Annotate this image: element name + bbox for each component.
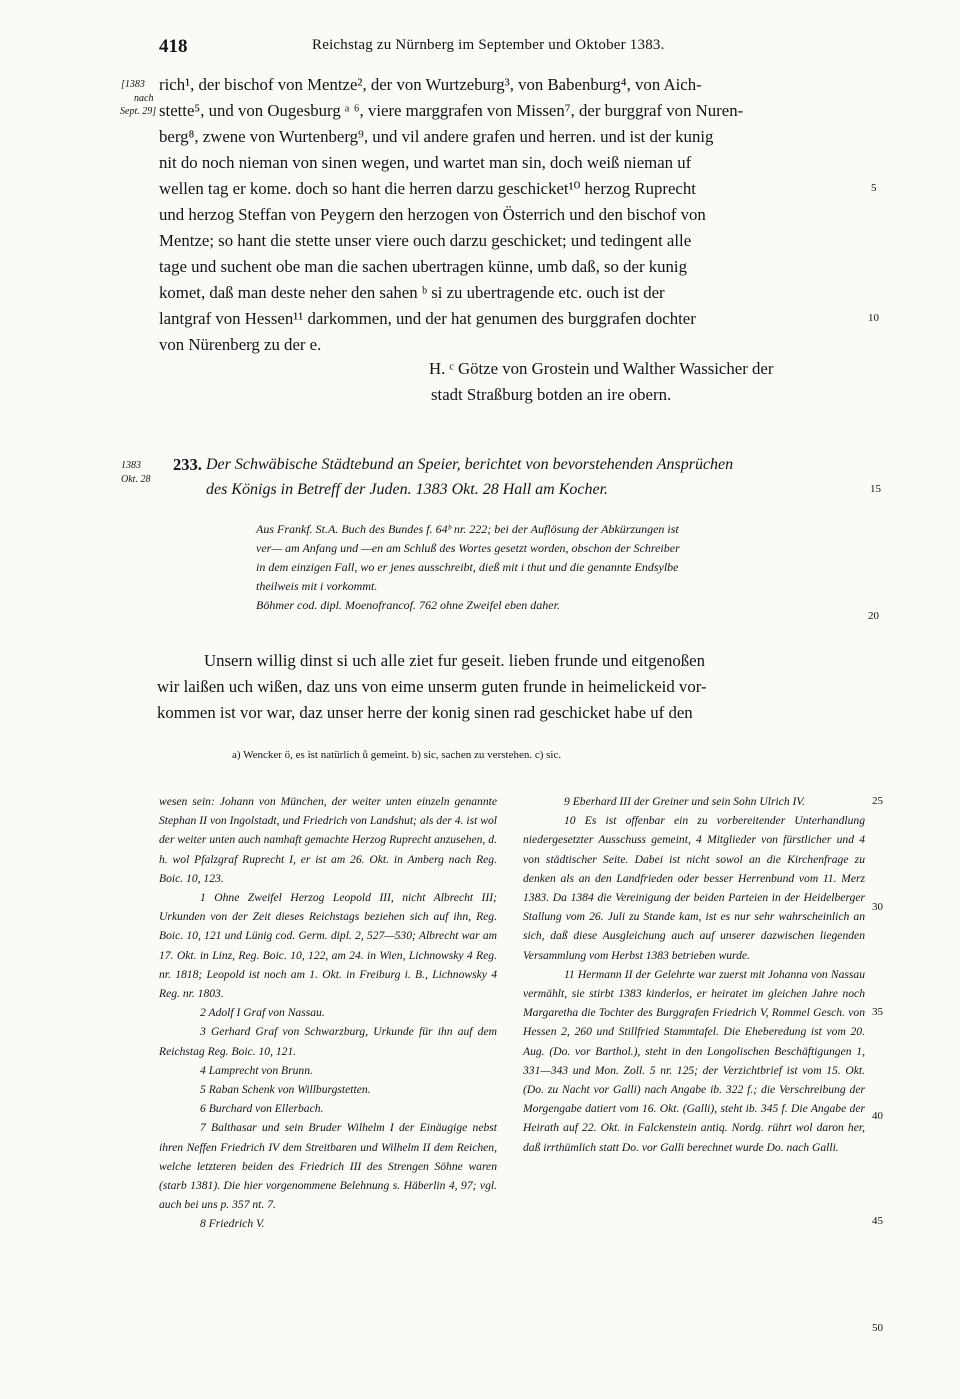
footnote: 8 Friedrich V. [200, 1217, 265, 1231]
footnote: wesen sein: Johann von München, der weiter unten einzeln genannte Stephan II von Ingolstadt, und Friedrich von Landshut; als der 4. ist wol der weiter unten auch namhaft gemachte Herzog Ruprecht anzusehen, d. h. wol Pfalzgraf Ruprecht I, er ist am 26. Okt. in Amberg nach Reg. Boic. 10, 123. [159, 795, 497, 885]
document-number: 233. [173, 455, 202, 474]
source-line: theilweis mit i vorkommt. [256, 579, 378, 593]
line-number: 25 [872, 795, 883, 807]
line-number: 40 [872, 1110, 883, 1122]
line-number: 45 [872, 1215, 883, 1227]
margin-date-okt: Okt. 28 [121, 474, 151, 485]
document-title-line: des Königs in Betreff der Juden. 1383 Okt. 28 Hall am Kocher. [206, 481, 609, 498]
margin-date-sept: Sept. 29] [120, 106, 157, 117]
body-line: tage und suchent obe man die sachen ubertragen künne, umb daß, so der kunig [159, 257, 687, 276]
line-number: 15 [870, 483, 881, 495]
margin-date-nach: nach [134, 93, 154, 104]
margin-date-bracket: [1383 [121, 79, 145, 90]
body-line: berg⁸, zwene von Wurtenberg⁹, und vil andere grafen und herren. und ist der kunig [159, 127, 714, 146]
document-title [206, 452, 866, 502]
text-footnotes: a) Wencker ö, es ist natürlich ů gemeint. b) sic, sachen zu verstehen. c) sic. [232, 749, 562, 761]
line-number: 35 [872, 1006, 883, 1018]
page-number: 418 [159, 36, 188, 57]
footnotes-right-column [523, 792, 865, 1157]
letter-text [157, 648, 862, 726]
line-number: 10 [868, 312, 879, 324]
footnote: 6 Burchard von Ellerbach. [200, 1102, 324, 1116]
footnote: 1 Ohne Zweifel Herzog Leopold III, nicht Albrecht III; Urkunden von der Zeit dieses Reichstags beziehen sich auf ihn, Reg. Boic. 10, 121 und Lünig cod. Germ. dipl. 2, 527—530; Albrecht war am 17. Okt. in Linz, Reg. Boic. 10, 122, am 24. in Wien, Lichnowsky 4 Reg. nr. 1818; Leopold ist noch am 1. Okt. in Freiburg i. B., Lichnowsky 4 Reg. nr. 1803. [159, 891, 497, 1001]
signature-line: stadt Straßburg botden an ire obern. [431, 385, 672, 404]
body-line: rich¹, der bischof von Mentze², der von Wurtzeburg³, von Babenburg⁴, von Aich- [159, 75, 702, 94]
footnote: 4 Lamprecht von Brunn. [200, 1063, 313, 1077]
margin-date-year: 1383 [121, 460, 141, 471]
source-note [256, 520, 871, 615]
footnotes-left-column [159, 792, 497, 1234]
footnote: 11 Hermann II der Gelehrte war zuerst mit Johanna von Nassau vermählt, sie stirbt 1383 kinderlos, er heiratet im gleichen Jahre noch Margaretha die Tochter des Burggrafen Friedrich V, Rommel Gesch. von Hessen 2, 260 und Stillfried Stammtafel. Die Eheberedung ist vom 20. Aug. (Do. vor Barthol.), steht in den Longolischen Beschäftigungen 1, 331—343 und Mon. Zoll. 5 nr. 125; der Verzichtbrief ist vom 15. Okt. (Do. zu Nacht vor Galli) nach Angabe ib. 322 f.; die Verschreibung der Morgengabe datiert vom 16. Okt. (Galli), steht ib. 345 f. Die Angabe der Heirath auf 22. Okt. in Falckenstein antiq. Nordg. rührt wol daron her, daß irrthümlich statt Do. vor Galli berechnet wurde Do. nach Galli. [523, 967, 865, 1154]
body-line: und herzog Steffan von Peygern den herzogen von Österrich und den bischof von [159, 205, 706, 224]
footnote: 5 Raban Schenk von Willburgstetten. [200, 1083, 371, 1097]
footnote: 7 Balthasar und sein Bruder Wilhelm I der Einäugige nebst ihren Neffen Friedrich IV dem Streitbaren und Wilhelm II dem Reichen, welche letzteren beiden des Friedrich III des Strengen Söhne waren (starb 1381). Die hier vorgenommene Belehnung s. Häberlin 4, 97; vgl. auch bei uns p. 357 nt. 7. [159, 1121, 497, 1212]
footnote: 10 Es ist offenbar ein zu vorbereitender Unterhandlung niedergesetzter Ausschuss gemeint, 4 Mitglieder von fürstlicher und 4 von städtischer Seite. Dabei ist nicht sowol an die Kirchenfrage zu denken als an den Landfrieden oder besser Herrenbund vom 11. Merz 1383. Da 1384 die Vereinigung der beiden Parteien in der Heidelberger Stallung vom 26. Juli zu Stande kam, ist es nur sehr wahrscheinlich an sich, daß diese Ausgleichung auch auf unserer dazwischen liegenden Versammlung vom Herbst 1383 betrieben wurde. [523, 814, 865, 962]
letter-line: wir laißen uch wißen, daz uns von eime unserm guten frunde in heimelickeid vor- [157, 677, 707, 696]
body-line: lantgraf von Hessen¹¹ darkommen, und der hat genumen des burggrafen dochter [159, 309, 696, 328]
body-line: Mentze; so hant die stette unser viere ouch darzu geschicket; und tedingent alle [159, 231, 692, 250]
running-title: Reichstag zu Nürnberg im September und Oktober 1383. [312, 37, 665, 53]
line-number: 20 [868, 610, 879, 622]
body-line: wellen tag er kome. doch so hant die herren darzu geschicket¹⁰ herzog Ruprecht [159, 179, 696, 198]
source-line: Aus Frankf. St.A. Buch des Bundes f. 64ᵇ nr. 222; bei der Auflösung der Abkürzungen ist [256, 522, 679, 536]
source-line: ver— am Anfang und —en am Schluß des Wortes gesetzt worden, obschon der Schreiber [256, 541, 680, 555]
source-line: Böhmer cod. dipl. Moenofrancof. 762 ohne Zweifel eben daher. [256, 598, 560, 612]
body-line: stette⁵, und von Ougesburg ᵃ ⁶, viere marggrafen von Missen⁷, der burggraf von Nuren- [159, 101, 744, 120]
signature-line: H. ᶜ Götze von Grostein und Walther Wassicher der [429, 359, 774, 378]
line-number: 5 [871, 182, 877, 194]
footnote: 3 Gerhard Graf von Schwarzburg, Urkunde für ihn auf dem Reichstag Reg. Boic. 10, 121. [159, 1025, 497, 1058]
line-number: 30 [872, 901, 883, 913]
footnote: 9 Eberhard III der Greiner und sein Sohn Ulrich IV. [564, 795, 805, 808]
letter-line: kommen ist vor war, daz unser herre der konig sinen rad geschicket habe uf den [157, 703, 693, 722]
body-line: nit do noch nieman von sinen wegen, und wartet man sin, doch weiß nieman uf [159, 153, 692, 172]
letter-line: Unsern willig dinst si uch alle ziet fur geseit. lieben frunde und eitgenoßen [204, 651, 705, 670]
document-title-line: Der Schwäbische Städtebund an Speier, berichtet von bevorstehenden Ansprüchen [206, 456, 734, 473]
body-line: komet, daß man deste neher den sahen ᵇ si zu ubertragende etc. ouch ist der [159, 283, 665, 302]
line-number: 50 [872, 1322, 883, 1334]
body-line: von Nürenberg zu der e. [159, 335, 322, 354]
footnote: 2 Adolf I Graf von Nassau. [200, 1006, 325, 1020]
source-line: in dem einzigen Fall, wo er jenes ausschreibt, dieß mit i thut und die genannte Endsylbe [256, 560, 679, 574]
